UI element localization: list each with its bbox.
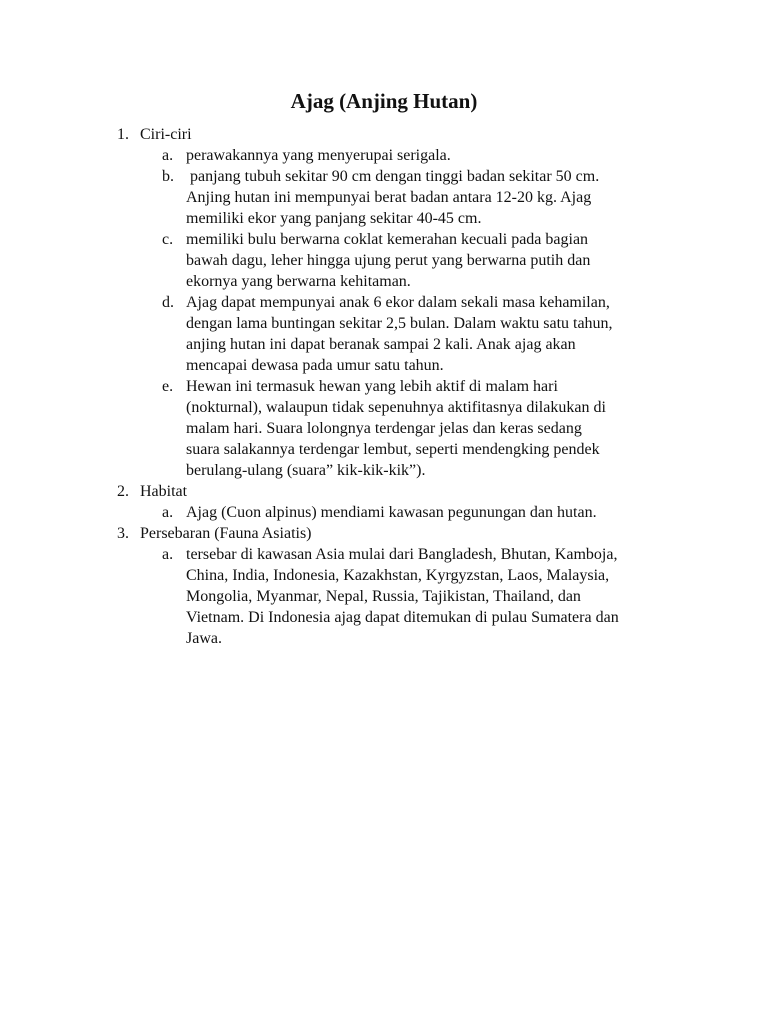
list-item-text [186,229,691,292]
text-line: Ajag dapat mempunyai anak 6 ekor dalam sekali masa kehamilan, [186,294,610,311]
text-line: ekornya yang berwarna kehitaman. [186,273,411,290]
section-heading-row [0,523,768,544]
text-line: China, India, Indonesia, Kazakhstan, Kyrgyzstan, Laos, Malaysia, [186,567,610,584]
text-line: bawah dagu, leher hingga ujung perut yang berwarna putih dan [186,252,591,269]
text-line: (nokturnal), walaupun tidak sepenuhnya aktifitasnya dilakukan di [186,399,606,416]
list-item-text [186,502,691,523]
document-body [0,124,768,649]
section-heading-row [0,124,768,145]
list-item-letter: b. [162,168,174,185]
list-item [0,145,768,166]
document-title: Ajag (Anjing Hutan) [290,89,478,113]
list-item [0,376,768,481]
section-heading: Habitat [140,483,188,500]
list-item [0,544,768,649]
list-item [0,229,768,292]
text-line: Hewan ini termasuk hewan yang lebih aktif di malam hari [186,378,558,395]
list-item-letter: a. [162,546,174,563]
text-line: anjing hutan ini dapat beranak sampai 2 kali. Anak ajag akan [186,336,576,353]
text-line: suara salakannya terdengar lembut, seperti mendengking pendek [186,441,600,458]
text-line: berulang-ulang (suara” kik-kik-kik”). [186,462,426,479]
list-item [0,292,768,376]
text-line: mencapai dewasa pada umur satu tahun. [186,357,444,374]
text-line: panjang tubuh sekitar 90 cm dengan tinggi badan sekitar 50 cm. [186,168,600,185]
section-heading: Persebaran (Fauna Asiatis) [140,525,312,542]
list-item-text [186,544,691,649]
list-item-text [186,145,691,166]
section-number: 1. [117,126,129,143]
list-item-letter: a. [162,147,174,164]
text-line: memiliki ekor yang panjang sekitar 40-45 cm. [186,210,482,227]
text-line: tersebar di kawasan Asia mulai dari Bangladesh, Bhutan, Kamboja, [186,546,618,563]
list-item-text [186,292,691,376]
list-item-text [186,166,691,229]
text-line: malam hari. Suara lolongnya terdengar jelas dan keras sedang [186,420,582,437]
text-line: Ajag (Cuon alpinus) mendiami kawasan pegunungan dan hutan. [186,504,597,521]
list-item-letter: e. [162,378,174,395]
section-heading-row [0,481,768,502]
text-line: memiliki bulu berwarna coklat kemerahan kecuali pada bagian [186,231,589,248]
list-item-text [186,376,691,481]
text-line: Mongolia, Myanmar, Nepal, Russia, Tajikistan, Thailand, dan [186,588,581,605]
text-line: perawakannya yang menyerupai serigala. [186,147,451,164]
section-number: 2. [117,483,129,500]
text-line: Vietnam. Di Indonesia ajag dapat ditemukan di pulau Sumatera dan [186,609,619,626]
list-item [0,502,768,523]
list-item-letter: d. [162,294,174,311]
section-number: 3. [117,525,129,542]
section-heading: Ciri-ciri [140,126,192,143]
list-item-letter: c. [162,231,174,248]
text-line: Jawa. [186,630,222,647]
list-item-letter: a. [162,504,174,521]
text-line: dengan lama buntingan sekitar 2,5 bulan. Dalam waktu satu tahun, [186,315,613,332]
text-line: Anjing hutan ini mempunyai berat badan antara 12-20 kg. Ajag [186,189,592,206]
list-item [0,166,768,229]
